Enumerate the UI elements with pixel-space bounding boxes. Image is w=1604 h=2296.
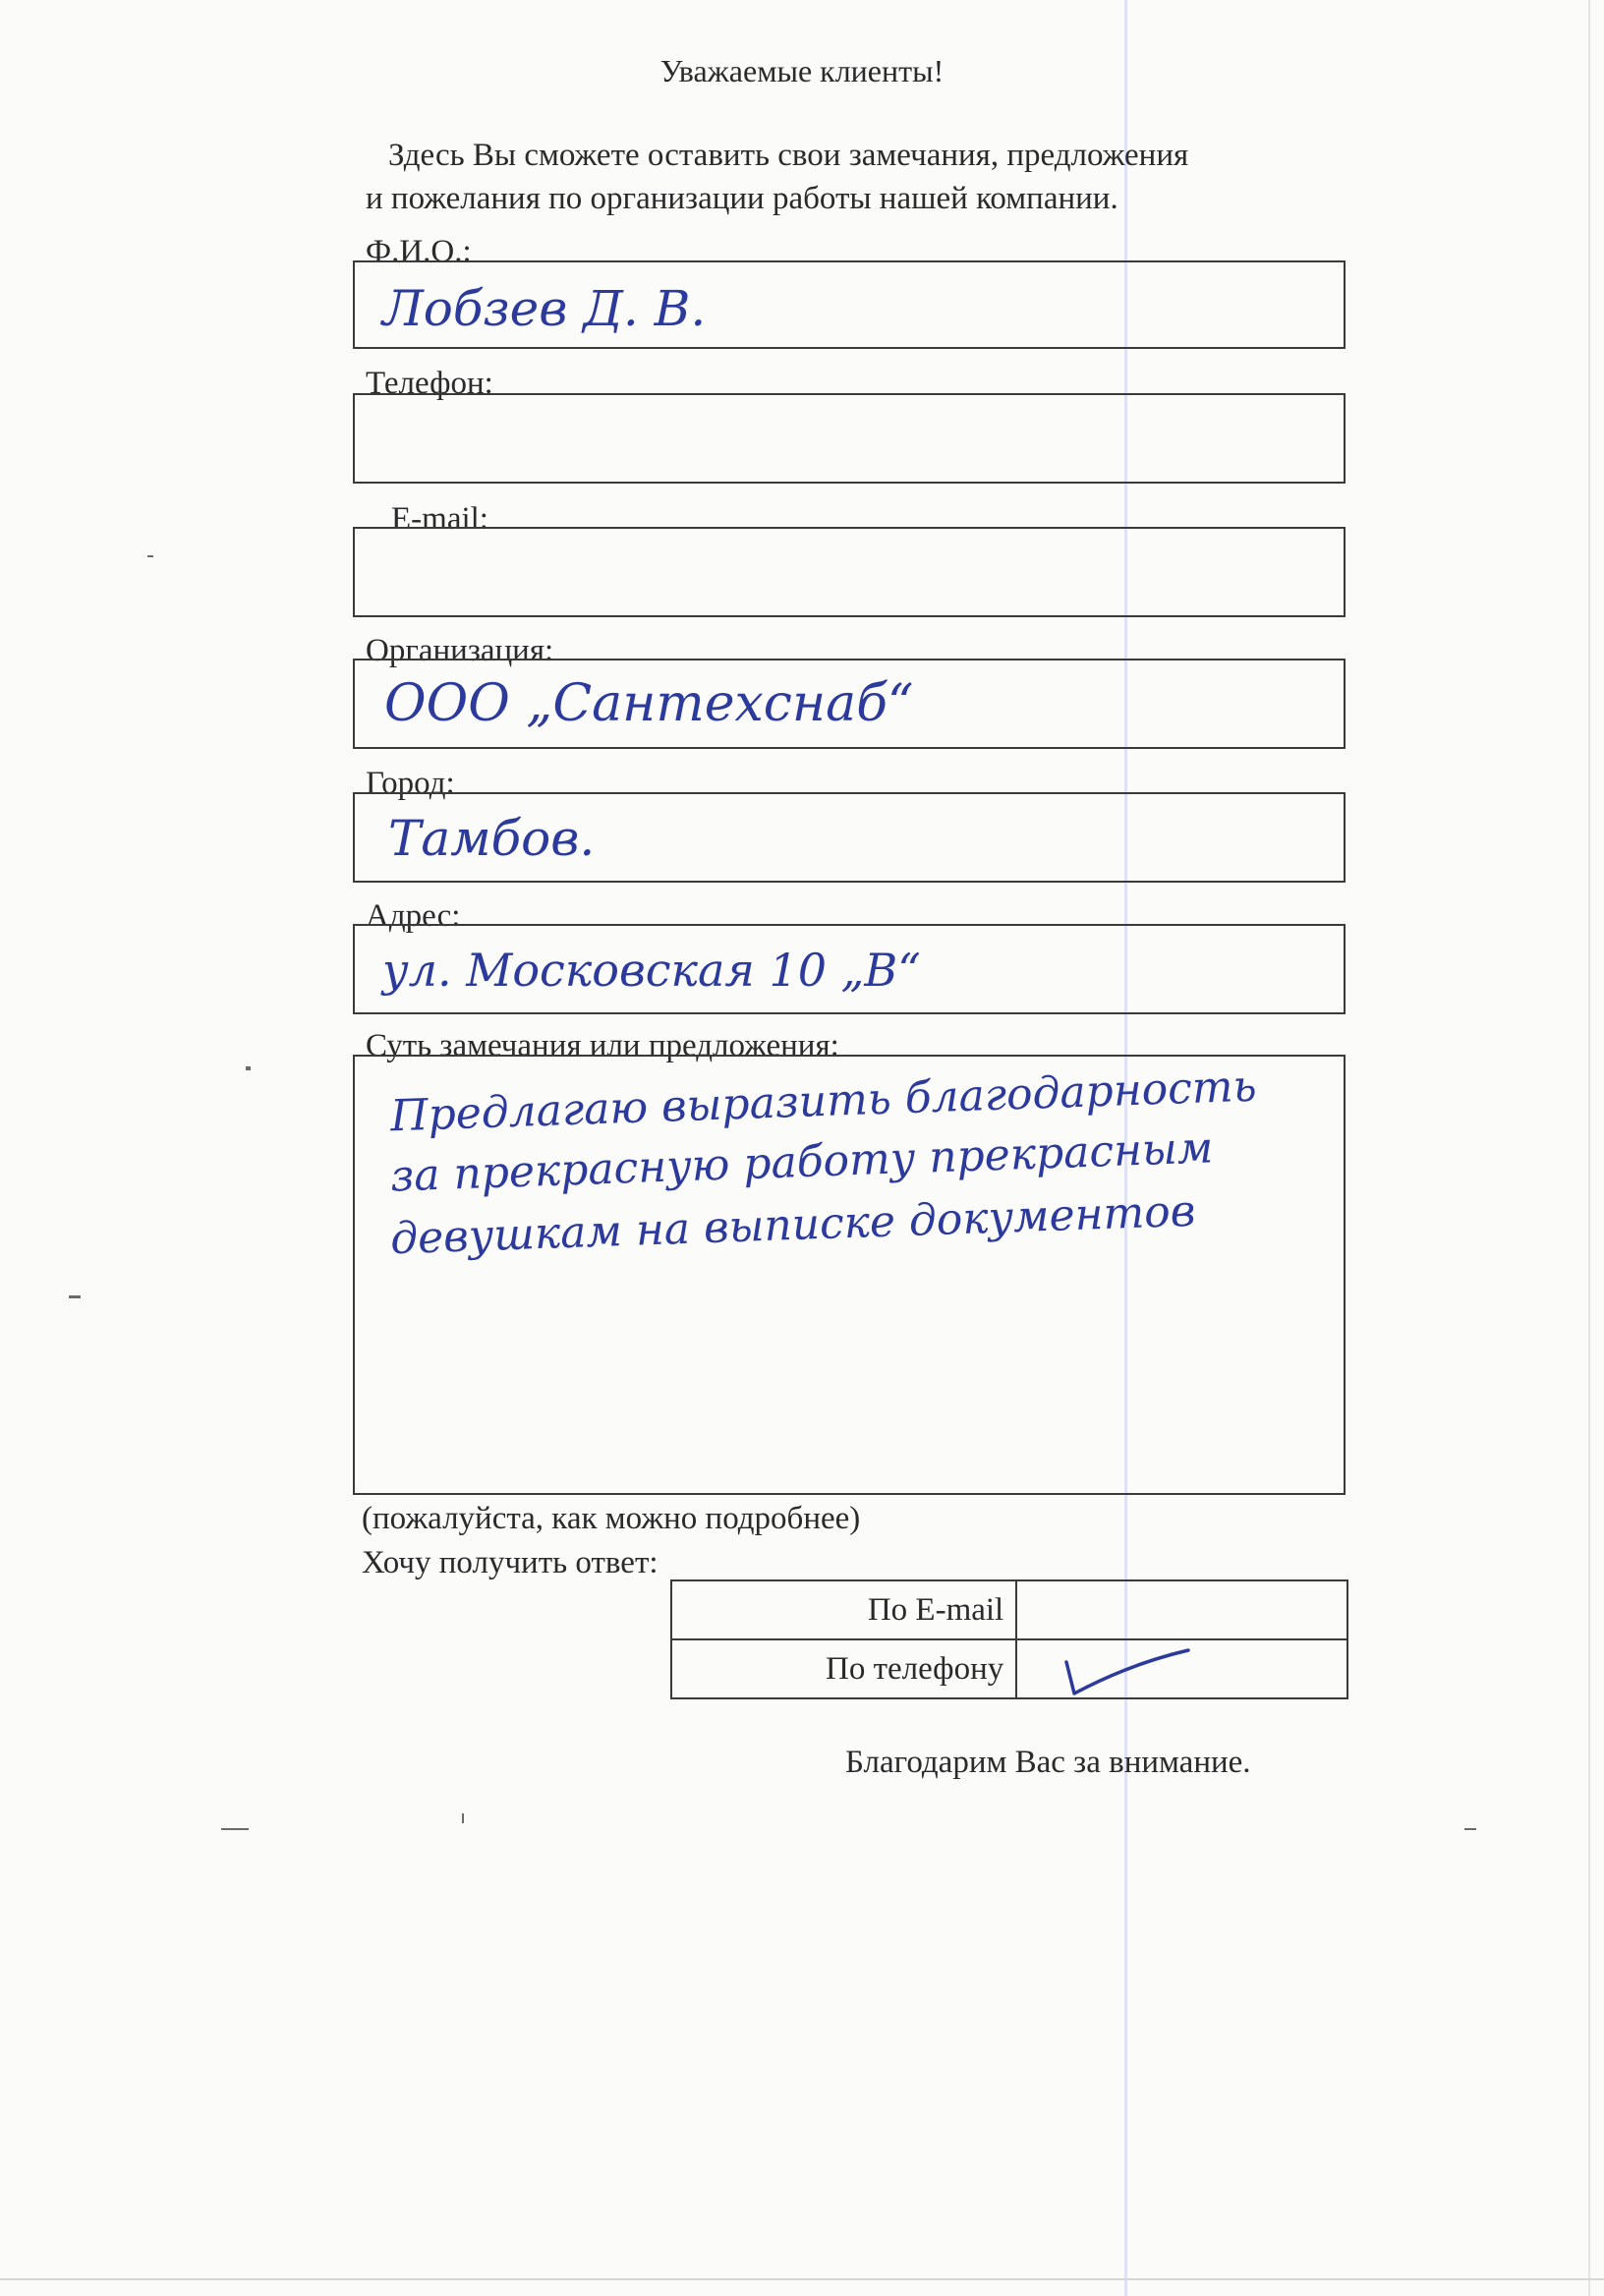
fio-label: Ф.И.О.: bbox=[366, 234, 472, 269]
comment-line-2: за прекрасную работу прекрасным bbox=[389, 1122, 1215, 1202]
comment-hint: (пожалуйста, как можно подробнее) bbox=[362, 1501, 861, 1536]
organization-label: Организация: bbox=[366, 633, 554, 668]
checkmark-icon bbox=[1060, 1644, 1208, 1699]
response-option-phone-label: По телефону bbox=[671, 1639, 1016, 1698]
address-field[interactable] bbox=[353, 924, 1346, 1014]
phone-label: Телефон: bbox=[366, 366, 493, 401]
email-label: E-mail: bbox=[391, 501, 488, 537]
scan-speck bbox=[246, 1066, 251, 1070]
comment-label: Суть замечания или предложения: bbox=[366, 1028, 839, 1063]
response-option-row bbox=[671, 1580, 1347, 1639]
organization-handwritten-value: ООО „Сантехснаб“ bbox=[384, 674, 914, 733]
comment-line-3: девушкам на выписке документов bbox=[389, 1185, 1197, 1265]
response-options-table bbox=[670, 1579, 1348, 1699]
response-option-email-label: По E-mail bbox=[671, 1580, 1016, 1639]
email-field[interactable] bbox=[353, 527, 1346, 617]
city-handwritten-value: Тамбов. bbox=[388, 810, 596, 867]
thanks-text: Благодарим Вас за внимание. bbox=[845, 1745, 1251, 1780]
scan-speck bbox=[1464, 1828, 1476, 1830]
organization-field[interactable] bbox=[353, 659, 1346, 749]
address-label: Адрес: bbox=[366, 898, 461, 934]
form-title: Уважаемые клиенты! bbox=[659, 53, 945, 88]
response-option-phone-checkbox[interactable] bbox=[1016, 1639, 1347, 1698]
paper-bottom-edge bbox=[0, 2278, 1604, 2280]
comment-line-1: Предлагаю выразить благодарность bbox=[389, 1061, 1258, 1142]
city-label: Город: bbox=[366, 766, 455, 801]
response-label: Хочу получить ответ: bbox=[362, 1545, 659, 1580]
city-field[interactable] bbox=[353, 792, 1346, 883]
paper-edge bbox=[1588, 0, 1590, 2296]
intro-line-1: Здесь Вы сможете оставить свои замечания, предложения bbox=[388, 138, 1189, 173]
comment-field[interactable] bbox=[353, 1055, 1346, 1495]
response-option-email-checkbox[interactable] bbox=[1016, 1580, 1347, 1639]
scan-speck bbox=[147, 555, 153, 557]
scan-speck bbox=[221, 1828, 249, 1830]
response-option-row bbox=[671, 1639, 1347, 1698]
scan-speck bbox=[462, 1813, 464, 1823]
intro-line-2: и пожелания по организации работы нашей компании. bbox=[366, 181, 1118, 216]
fio-field[interactable] bbox=[353, 260, 1346, 349]
scan-speck bbox=[69, 1295, 81, 1298]
phone-field[interactable] bbox=[353, 393, 1346, 484]
fio-handwritten-value: Лобзев Д. В. bbox=[382, 280, 707, 337]
address-handwritten-value: ул. Московская 10 „В“ bbox=[382, 944, 921, 997]
